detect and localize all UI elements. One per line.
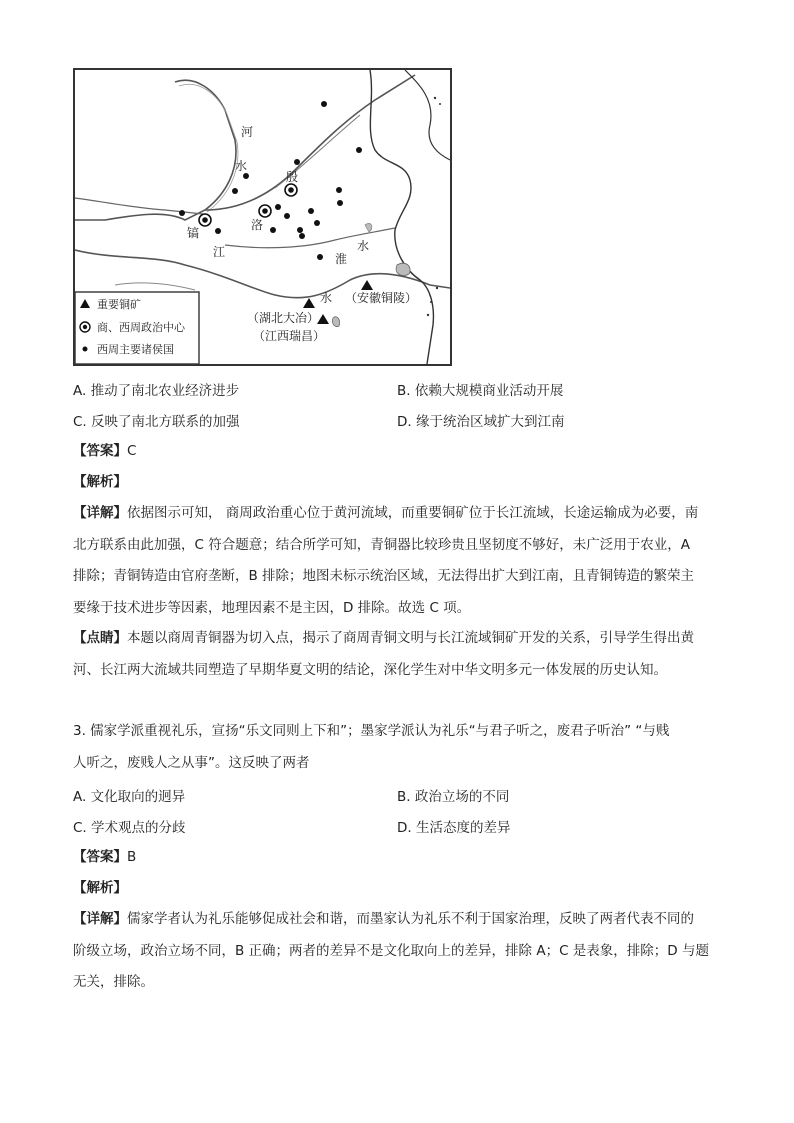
label-huai-shui: 水 [357, 239, 370, 253]
legend-copper: 重要铜矿 [97, 298, 141, 311]
q2-answer [73, 441, 136, 461]
poyang-lake [332, 317, 339, 327]
map-legend [75, 292, 199, 364]
answer-tag: 【答案】 [73, 443, 127, 459]
vassal-state-dot [284, 213, 290, 219]
label-hao: 镐 [187, 226, 200, 240]
legend-state: 西周主要诸侯国 [97, 343, 174, 356]
q3-answer [73, 847, 136, 867]
label-jiang: 江 [213, 245, 226, 259]
answer-value: B [127, 849, 137, 865]
taihu-lake [396, 263, 410, 275]
q3-option-c: C. 学术观点的分歧 [73, 820, 186, 836]
vassal-state-dot [294, 159, 300, 165]
detail-line: 无关，排除。 [73, 974, 154, 990]
yellow-river [75, 80, 236, 220]
answer-tag: 【答案】 [73, 849, 127, 865]
detail-line: 排除；青铜铸造由官府垄断，B 排除；地图未标示统治区域，无法得出扩大到江南，且青铜铸造的繁荣主 [73, 568, 695, 584]
vassal-state-dot [179, 210, 185, 216]
copper-mine-anhui [361, 280, 373, 290]
q2-comment [73, 623, 733, 686]
vassal-state-dot [317, 254, 323, 260]
copper-mine-hubei [303, 298, 315, 308]
detail-line: 要缘于技术进步等因素，地理因素不是主因，D 排除。故选 C 项。 [73, 599, 471, 616]
q2-option-b: B. 依赖大规模商业活动开展 [397, 383, 564, 399]
historical-map [73, 68, 452, 366]
stem-line: 人听之，废贱人之从事”。这反映了两者 [73, 754, 310, 771]
label-he: 河 [241, 125, 254, 139]
q3-analysis-tag: 【解析】 [73, 880, 127, 896]
detail-tag: 【详解】 [73, 505, 127, 521]
q3-detail [73, 904, 733, 999]
detail-tag: 【详解】 [73, 911, 127, 927]
vassal-state-dot [356, 147, 362, 153]
detail-line: 北方联系由此加强，C 符合题意；结合所学可知，青铜器比较珍贵且坚韧度不够好，未广泛用于农业，A [73, 536, 690, 553]
comment-tag: 【点睛】 [73, 630, 127, 646]
vassal-state-dot [275, 204, 281, 210]
q2-analysis-tag: 【解析】 [73, 474, 127, 490]
vassal-state-dot [336, 187, 342, 193]
vassal-state-dot [308, 208, 314, 214]
comment-line: 本题以商周青铜器为切入点，揭示了商周青铜文明与长江流域铜矿开发的关系，引导学生得出黄 [127, 630, 694, 646]
coastline [370, 70, 433, 364]
detail-line: 阶级立场，政治立场不同，B 正确；两者的差异不是文化取向上的差异，排除 A；C 是表象，排除；D 与题 [73, 942, 709, 959]
label-jiangxi: （江西瑞昌） [253, 329, 326, 343]
q3-option-b: B. 政治立场的不同 [397, 789, 510, 805]
label-anhui: （安徽铜陵） [345, 291, 418, 305]
vassal-state-dots [179, 101, 362, 260]
q3-stem [73, 716, 733, 779]
vassal-state-dot [297, 227, 303, 233]
legend-center: 商、西周政治中心 [97, 321, 185, 334]
political-center-hao [199, 214, 211, 226]
vassal-state-dot [232, 188, 238, 194]
q2-detail [73, 498, 733, 624]
label-huai: 淮 [335, 252, 348, 266]
label-jiang-shui: 水 [320, 291, 333, 305]
vassal-state-dot [314, 220, 320, 226]
vassal-state-dot [215, 228, 221, 234]
map-svg [75, 70, 450, 364]
political-center-luo [259, 205, 271, 217]
label-he-shui: 水 [235, 159, 248, 173]
vassal-state-dot [270, 227, 276, 233]
label-luo: 洛 [251, 218, 264, 232]
detail-line: 依据图示可知， 商周政治重心位于黄河流域，而重要铜矿位于长江流域，长途运输成为必要，南 [127, 505, 699, 521]
answer-value: C [127, 443, 137, 459]
detail-line: 儒家学者认为礼乐能够促成社会和谐，而墨家认为礼乐不利于国家治理，反映了两者代表不同的 [127, 911, 694, 927]
q3-option-d: D. 生活态度的差异 [397, 820, 511, 836]
vassal-state-dot [321, 101, 327, 107]
q2-option-a: A. 推动了南北农业经济进步 [73, 383, 240, 399]
label-yin: 殷 [286, 170, 299, 184]
stem-line: 3. 儒家学派重视礼乐，宣扬“乐文同则上下和”；墨家学派认为礼乐“与君子听之，废君子听治” “与贱 [73, 723, 670, 739]
vassal-state-dot [299, 233, 305, 239]
q2-option-c: C. 反映了南北方联系的加强 [73, 414, 240, 430]
political-center-yin [285, 184, 297, 196]
label-hubei: （湖北大冶） [247, 311, 320, 325]
comment-line: 河、长江两大流域共同塑造了早期华夏文明的结论，深化学生对中华文明多元一体发展的历史认知。 [73, 661, 667, 678]
q3-option-a: A. 文化取向的迥异 [73, 789, 186, 805]
legend-dot-icon [83, 347, 88, 352]
vassal-state-dot [243, 173, 249, 179]
vassal-state-dot [337, 200, 343, 206]
q2-option-d: D. 缘于统治区域扩大到江南 [397, 414, 565, 430]
